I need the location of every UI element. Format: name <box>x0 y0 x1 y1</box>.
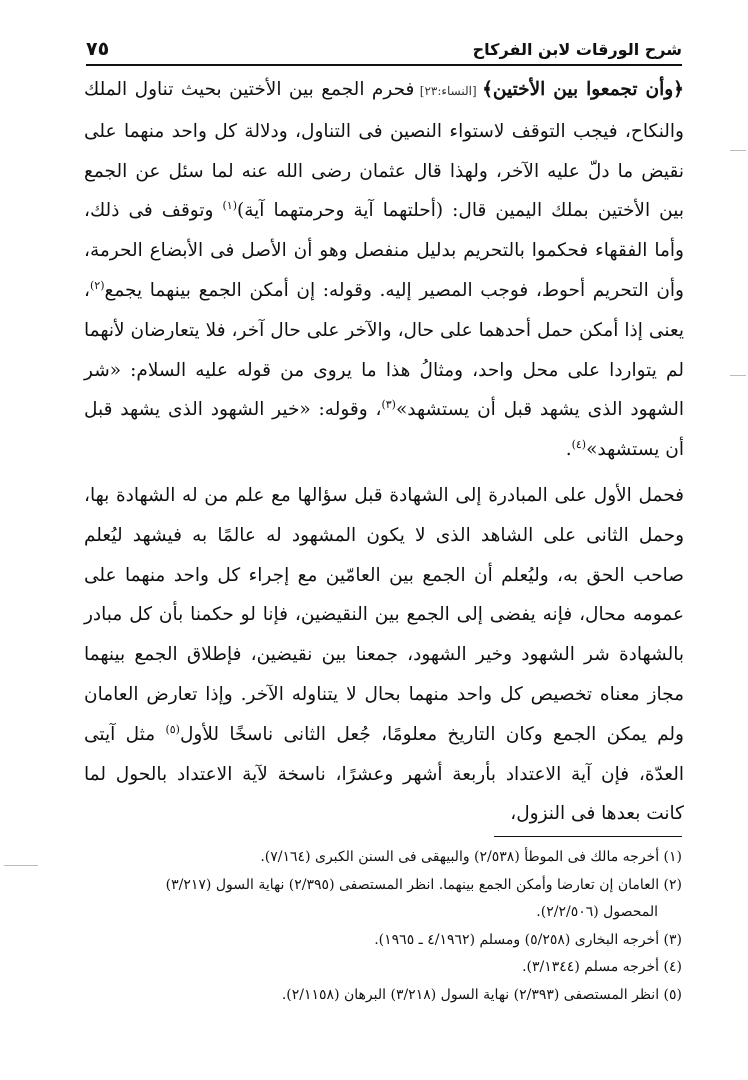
running-title: شرح الورقات لابن الفركاح <box>472 39 682 59</box>
footnote-rule <box>494 836 682 837</box>
text-run: فحرم الجمع بين الأختين بحيث تناول الملك والنكاح، فيجب التوقف لاستواء النصين فى التناول، ودلالة كل واحد منهما على نقيض ما دلّ عليه الآخر، ولهذا قال عثمان رضى الله عنه لما سئل عن الجمع بين الأختين بملك اليمين قال: (أحلتهما آية وحرمتهما آية) <box>84 79 684 222</box>
text-run: فحمل الأول على المبادرة إلى الشهادة قبل سؤالها مع علم من له الشهادة بها، وحمل الثانى على الشاهد الذى لا يكون المشهود له عالمًا به فيشهد ليُعلم صاحب الحق به، وليُعلم أن الجمع بين العامّين مع إجراء كل واحد منهما على عمومه محال، فإنه يفضى إلى الجمع بين النقيضين، فإنا لو حكمنا بأن كل مبادر بالشهادة شر الشهود وخير الشهود، جمعنا بين نقيضين، فإطلاق الجمع بينهما مجاز معناه تخصيص كل واحد منهما بحال لا يتناوله الآخر. وإذا تعارض العامان ولم يمكن الجمع وكان التاريخ معلومًا، جُعل الثانى ناسخًا للأول <box>84 484 684 745</box>
text-run: ، وقوله: «خير الشهود الذى يشهد قبل أن يستشهد» <box>84 399 684 461</box>
footnote-ref: (٢) <box>89 278 105 292</box>
header-rule <box>86 64 682 66</box>
text-run: مثل آيتى العدّة، فإن آية الاعتداد بأربعة أشهر وعشرًا، ناسخة لآية الاعتداد بالحول لما كانت بعدها فى النزول، <box>84 723 684 825</box>
footnote-ref: (١) <box>222 199 238 213</box>
paragraph-2 <box>84 476 684 834</box>
footnote-2: (٢) العامان إن تعارضا وأمكن الجمع بينهما. انظر المستصفى (٢/٣٩٥) نهاية السول (٣/٢١٧) <box>165 876 682 893</box>
quran-verse: ﴿وأن تجمعوا بين الأختين﴾ <box>482 79 685 100</box>
footnotes <box>86 844 682 1009</box>
footnote-4: (٤) أخرجه مسلم (٣/١٣٤٤). <box>522 959 682 975</box>
text-run: وتوقف فى ذلك، وأما الفقهاء فحكموا بالتحريم بدليل منفصل وهو أن الأصل فى الأبضاع الحرمة، وأن التحريم أحوط، فوجب المصير إليه. وقوله: إن أمكن الجمع بينهما يجمع <box>84 200 684 301</box>
footnote-ref: (٤) <box>571 438 587 452</box>
margin-mark <box>4 865 38 866</box>
text-run: ، يعنى إذا أمكن حمل أحدهما على حال، والآخر على حال آخر، فلا يتعارضان لأنهما لم يتواردا على محل واحد، ومثالُ هذا ما يروى من قوله عليه السلام: «شر الشهود الذى يشهد قبل أن يستشهد» <box>84 279 684 421</box>
footnote-2-continuation: المحصول (٢/٢/٥٠٦). <box>536 904 658 920</box>
margin-mark <box>730 150 746 151</box>
footnote-5: (٥) انظر المستصفى (٢/٣٩٣) نهاية السول (٣/٢١٨) البرهان (٢/١١٥٨). <box>281 986 682 1003</box>
paragraph-1 <box>84 70 684 470</box>
footnote-3: (٣) أخرجه البخارى (٥/٢٥٨) ومسلم (٤/١٩٦٢ ـ ١٩٦٥). <box>374 931 682 948</box>
page-header <box>86 36 682 62</box>
footnote-1: (١) أخرجه مالك فى الموطأ (٢/٥٣٨) والبيهقى فى السنن الكبرى (٧/١٦٤). <box>260 849 682 865</box>
main-text <box>84 70 684 834</box>
margin-mark <box>730 375 746 376</box>
text-run: . <box>565 439 572 461</box>
page-number: ٧٥ <box>86 38 110 60</box>
verse-reference: [النساء:٢٣] <box>414 84 483 98</box>
footnote-ref: (٣) <box>381 398 396 412</box>
footnote-ref: (٥) <box>165 722 180 736</box>
